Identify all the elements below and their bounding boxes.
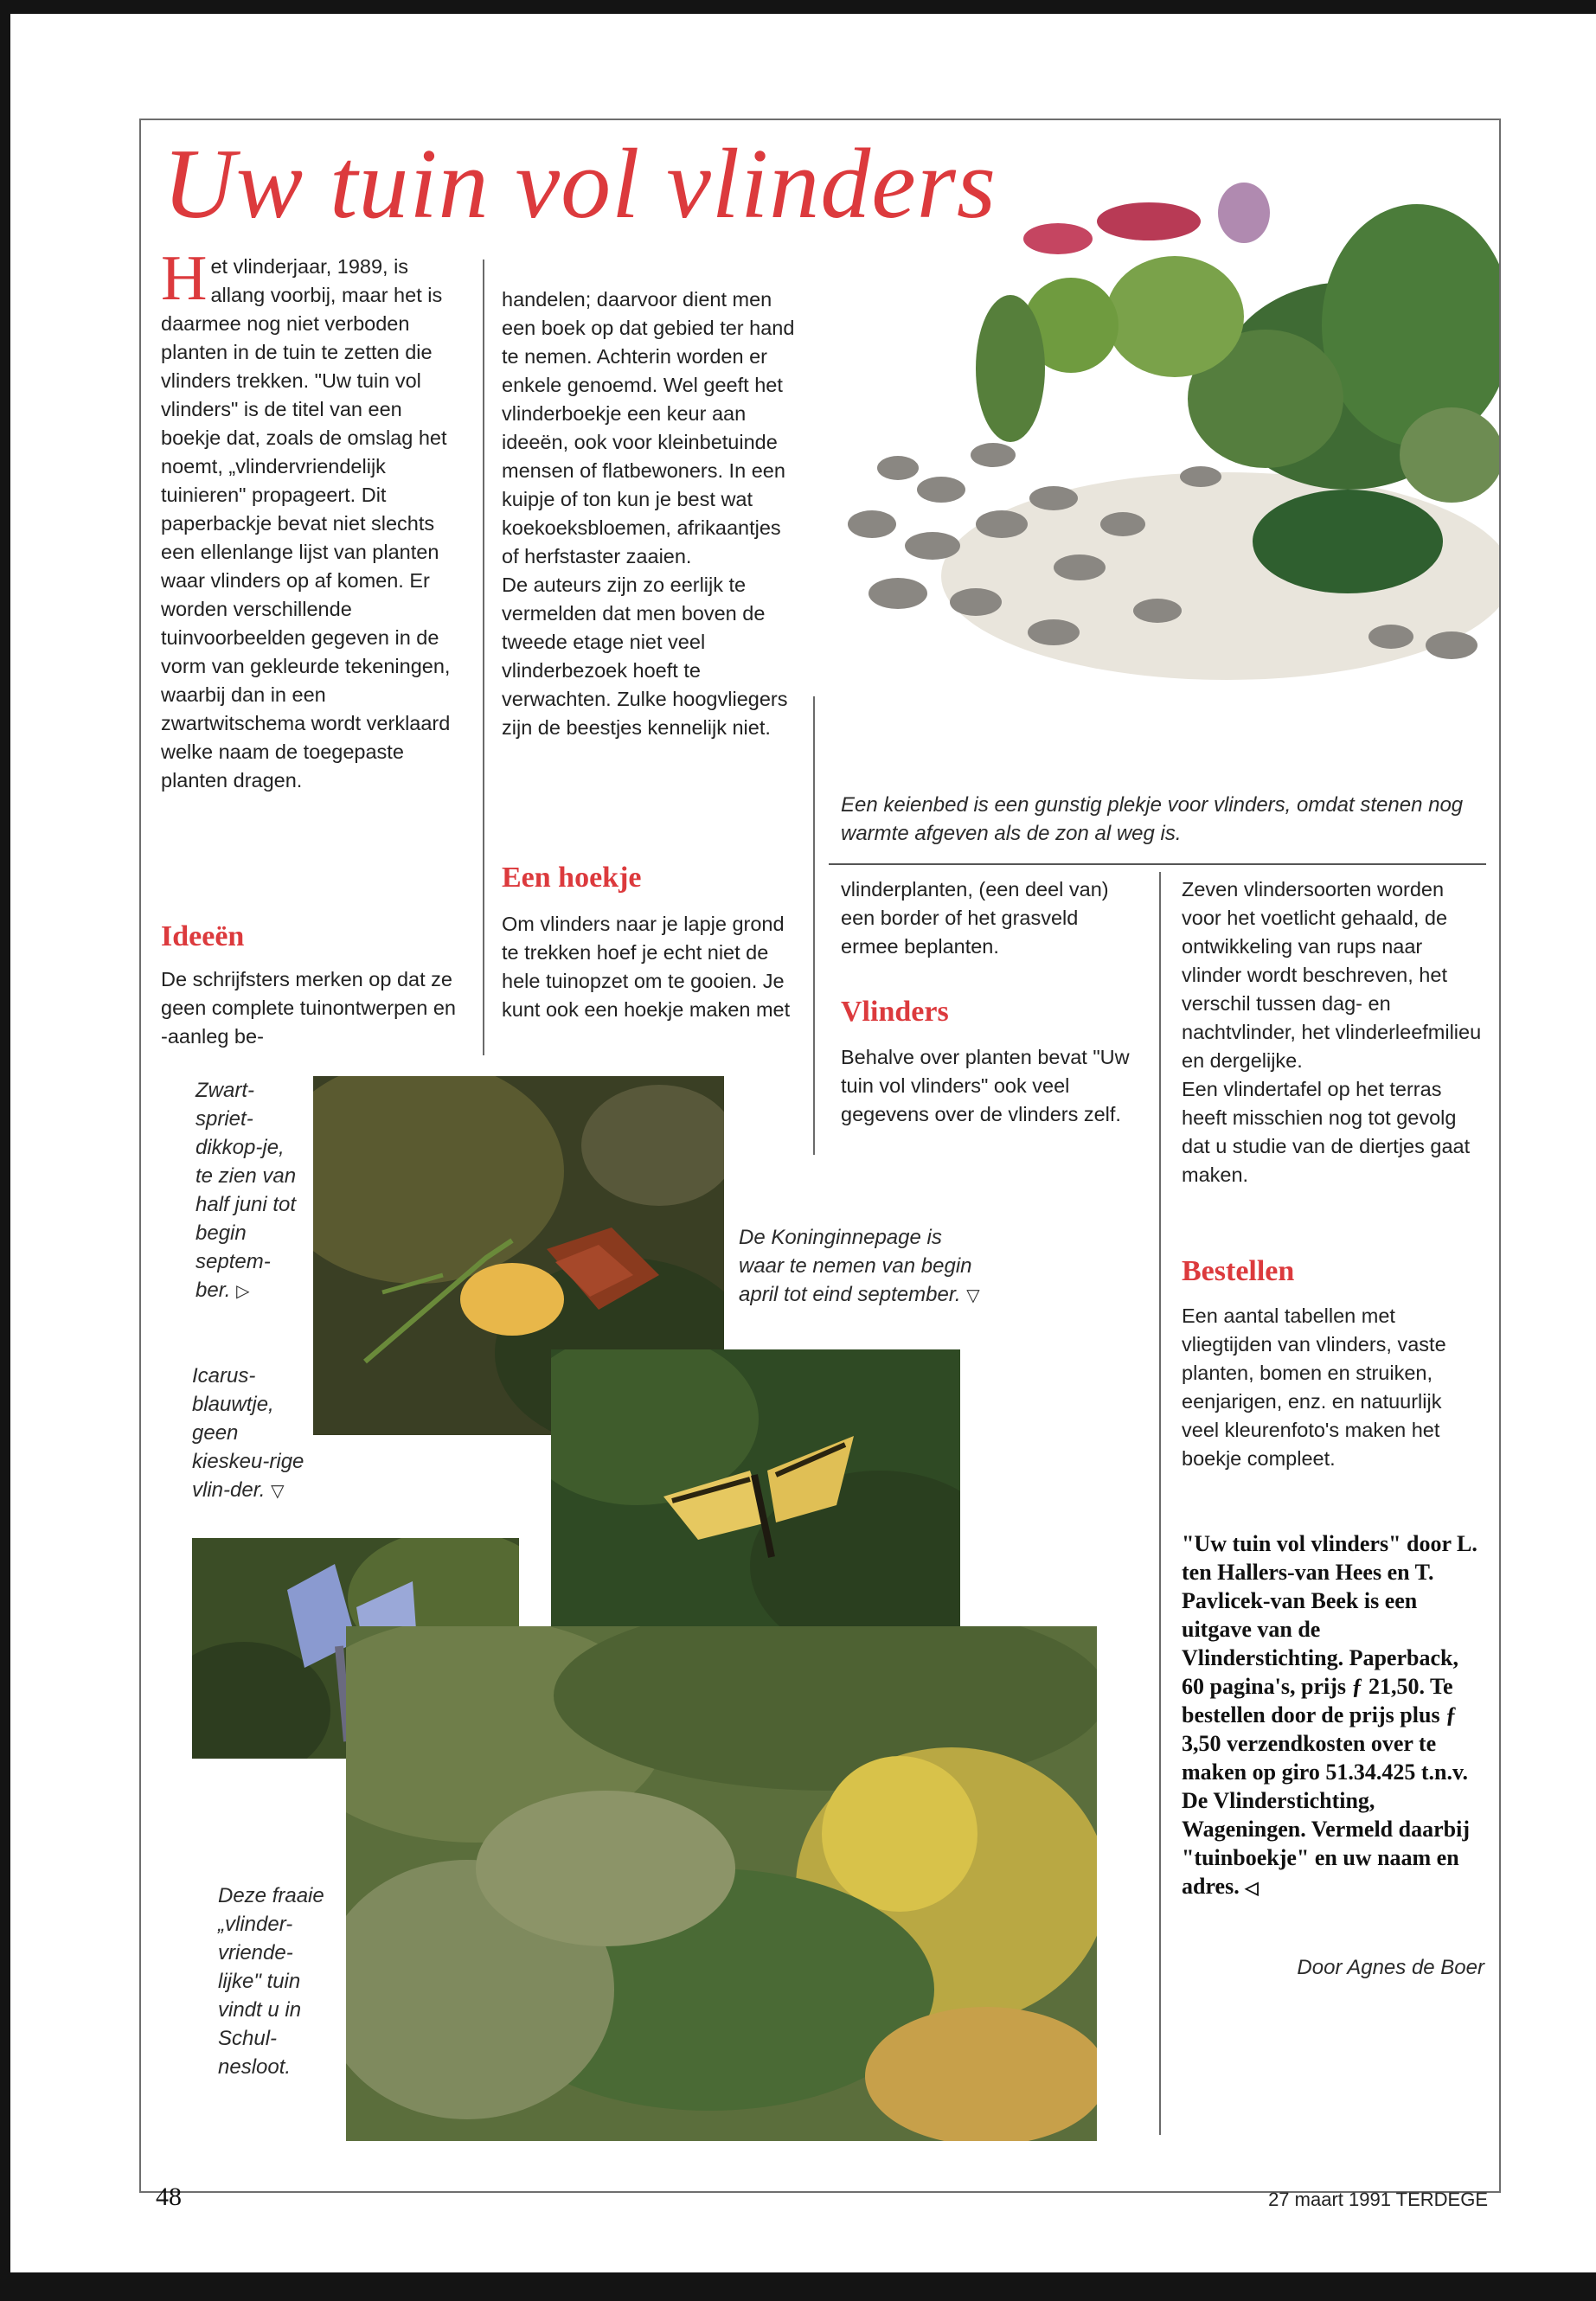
caption-koninginnepage: De Koninginnepage is waar te nemen van begin april tot eind september. ▽ xyxy=(739,1226,980,1306)
column-1-intro xyxy=(161,243,464,795)
article-title: Uw tuin vol vlinders xyxy=(163,129,997,240)
caption-keienbed: Een keienbed is een gunstig plekje voor vlinders, omdat stenen nog warmte afgeven als de zon al weg is. xyxy=(841,793,1464,845)
column-divider-1 xyxy=(483,260,484,1055)
pointer-right-icon: ▷ xyxy=(236,1282,250,1301)
pointer-down-icon: ▽ xyxy=(966,1286,980,1305)
column-divider-2 xyxy=(813,696,815,1155)
col3-paragraph-2: Behalve over planten bevat "Uw tuin vol vlinders" ook veel gegevens over de vlinders zelf. xyxy=(841,1046,1130,1125)
col4-paragraph-2: Een vlindertafel op het terras heeft misschien nog tot gevolg dat u studie van de diertjes gaat maken. xyxy=(1182,1078,1471,1186)
col2-paragraph-2: De auteurs zijn zo eerlijk te vermelden dat men boven de tweede etage niet veel vlinderbezoek hoeft te verwachten. Zulke hoogvliegers zijn de beestjes kennelijk niet. xyxy=(502,574,788,739)
butterfly-garden-photo xyxy=(346,1626,1097,2141)
ideeen-text: De schrijfsters merken op dat ze geen complete tuinontwerpen en -aanleg be- xyxy=(161,968,456,1048)
rock-garden-illustration xyxy=(794,161,1499,697)
issue-date: 27 maart 1991 TERDEGE xyxy=(1268,2189,1488,2210)
col3-paragraph-1: vlinderplanten, (een deel van) een border of het grasveld ermee beplanten. xyxy=(841,878,1109,958)
column-4-text xyxy=(1182,875,1484,1189)
column-2-text xyxy=(502,285,800,742)
end-arrow-icon: ◁ xyxy=(1245,1879,1259,1898)
page-number: 48 xyxy=(156,2182,182,2211)
scan-edge-left xyxy=(0,0,10,2301)
scan-edge-bottom xyxy=(0,2272,1596,2301)
scan-edge-top xyxy=(0,0,1596,14)
bestellen-text: Een aantal tabellen met vliegtijden van vlinders, vaste planten, bomen en struiken, eenjarigen, enz. en natuurlijk veel kleurenfoto's maken het boekje compleet. xyxy=(1182,1304,1446,1470)
pointer-down-icon: ▽ xyxy=(271,1482,285,1501)
intro-text: et vlinderjaar, 1989, is allang voorbij, maar het is daarmee nog niet verboden planten in de tuin te zetten die vlinders trekken. "Uw tuin vol vlinders" is de titel van een boekje dat, zoals de omslag het noemt, „vlindervriendelijk tuinieren" propageert. Dit paperbackje bevat niet slechts een ellenlange lijst van planten waar vlinders op af komen. Er worden verschillende tuinvoorbeelden gegeven in de vorm van gekleurde tekeningen, waarbij dan in een zwartwitschema wordt verklaard welke naam de toegepaste planten dragen. xyxy=(161,255,451,792)
drop-cap: H xyxy=(161,243,208,314)
book-order-details: "Uw tuin vol vlinders" door L. ten Hallers-van Hees en T. Pavlicek-van Beek is een uitgave van de Vlinderstichting. Paperback, 60 pagina's, prijs ƒ 21,50. Te bestellen door de prijs plus ƒ 3,50 verzendkosten over te maken op giro 51.34.425 t.n.v. De Vlinderstichting, Wageningen. Vermeld daarbij "tuinboekje" en uw naam en adres. ◁ xyxy=(1182,1531,1477,1899)
heading-een-hoekje: Een hoekje xyxy=(502,862,642,894)
een-hoekje-text: Om vlinders naar je lapje grond te trekken hoef je echt niet de hele tuinopzet om te gooien. Je kunt ook een hoekje maken met xyxy=(502,913,791,1021)
col2-paragraph-1: handelen; daarvoor dient men een boek op dat gebied ter hand te nemen. Achterin worden er enkele genoemd. Wel geeft het vlinderboekje een keur aan ideeën, ook voor kleinbetuinde mensen of flatbewoners. In een kuipje of ton kun je best wat koekoeksbloemen, afrikaantjes of herfstaster zaaien. xyxy=(502,288,795,567)
heading-vlinders: Vlinders xyxy=(841,996,949,1028)
column-divider-3 xyxy=(1159,872,1161,2135)
swallowtail-butterfly-photo xyxy=(551,1349,960,1639)
caption-zwartsprietdikkopje: Zwart-spriet-dikkop-je, te zien van half juni tot begin septem-ber. ▷ xyxy=(195,1079,297,1302)
heading-ideeen: Ideeën xyxy=(161,920,245,952)
caption-rule xyxy=(829,863,1486,865)
col4-paragraph-1: Zeven vlindersoorten worden voor het voetlicht gehaald, de ontwikkeling van rups naar vlinder wordt beschreven, het verschil tussen dag- en nachtvlinder, het vlinderleefmilieu en dergelijke. xyxy=(1182,878,1482,1072)
heading-bestellen: Bestellen xyxy=(1182,1255,1295,1287)
byline: Door Agnes de Boer xyxy=(1297,1956,1484,1979)
caption-icarusblauwtje: Icarus-blauwtje, geen kieskeu-rige vlin-der. ▽ xyxy=(192,1364,304,1502)
caption-vlindervriendelijke-tuin: Deze fraaie „vlinder-vriende-lijke" tuin vindt u in Schul-nesloot. xyxy=(218,1884,324,2079)
